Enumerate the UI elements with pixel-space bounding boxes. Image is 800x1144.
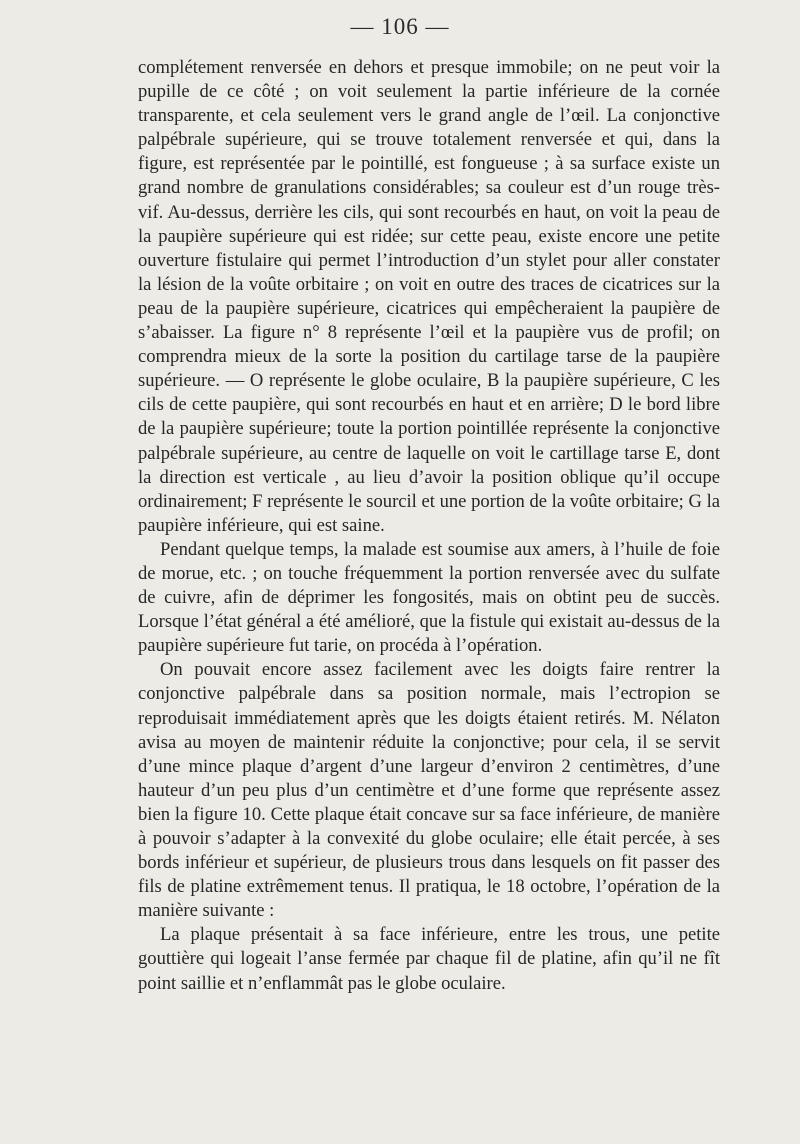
paragraph-4: La plaque présentait à sa face inférieure, entre les trous, une petite gouttière qui logeait l’anse fermée par chaque fil de platine, afin qu’il ne fît point saillie et n’enflammât pas le globe oculaire. xyxy=(138,924,720,994)
page-number: — 106 — xyxy=(350,14,450,39)
body-text xyxy=(138,56,720,996)
paragraph-3: On pouvait encore assez facilement avec les doigts faire rentrer la conjonctive palpébrale dans sa position normale, mais l’ectropion se reproduisait immédiatement après que les doigts étaient retirés. M. Nélaton avisa au moyen de maintenir réduite la conjonctive; pour cela, il se servit d’une mince plaque d’argent d’une largeur d’environ 2 centimètres, d’une hauteur d’un peu plus d’un centimètre et d’une forme que représente assez bien la figure 10. Cette plaque était concave sur sa face inférieure, de manière à pouvoir s’adapter à la convexité du globe oculaire; elle était percée, à ses bords inférieur et supérieur, de plusieurs trous dans lesquels on fit passer des fils de platine extrêmement tenus. Il pratiqua, le 18 octobre, l’opération de la manière suivante : xyxy=(138,659,720,922)
paragraph-2: Pendant quelque temps, la malade est soumise aux amers, à l’huile de foie de morue, etc. ; on touche fréquemment la portion renversée avec du sulfate de cuivre, afin de déprimer les fongosités, mais on obtint peu de succès. Lorsque l’état général a été amélioré, que la fistule qui existait au-dessus de la paupière supérieure fut tarie, on procéda à l’opération. xyxy=(138,538,720,657)
paragraph-1: complétement renversée en dehors et presque immobile; on ne peut voir la pupille de ce côté ; on voit seulement la partie inférieure de la cornée transparente, et cela seulement vers le grand angle de l’œil. La conjonctive palpébrale supérieure, qui se trouve totalement renversée et qui, dans la figure, est représentée par le pointillé, est fongueuse ; à sa surface existe un grand nombre de granulations considérables; sa couleur est d’un rouge très-vif. Au-dessus, derrière les cils, qui sont recourbés en haut, on voit la peau de la paupière supérieure qui est ridée; sur cette peau, existe encore une petite ouverture fistulaire qui permet l’introduction d’un stylet pour aller constater la lésion de la voûte orbitaire ; on voit en outre des traces de cicatrices sur la peau de la paupière supérieure, cicatrices qui empêcheraient la paupière de s’abaisser. La figure n° 8 représente l’œil et la paupière vus de profil; on comprendra mieux de la sorte la position du cartilage tarse de la paupière supérieure. — O représente le globe oculaire, B la paupière supérieure, C les cils de cette paupière, qui sont recourbés en haut et en arrière; D le bord libre de la paupière supérieure; toute la portion pointillée représente la conjonctive palpébrale supérieure, au centre de laquelle on voit le cartillage tarse E, dont la direction est verticale , au lieu d’avoir la position oblique qu’il occupe ordinairement; F représente le sourcil et une portion de la voûte orbitaire; G la paupière inférieure, qui est saine. xyxy=(138,57,720,536)
